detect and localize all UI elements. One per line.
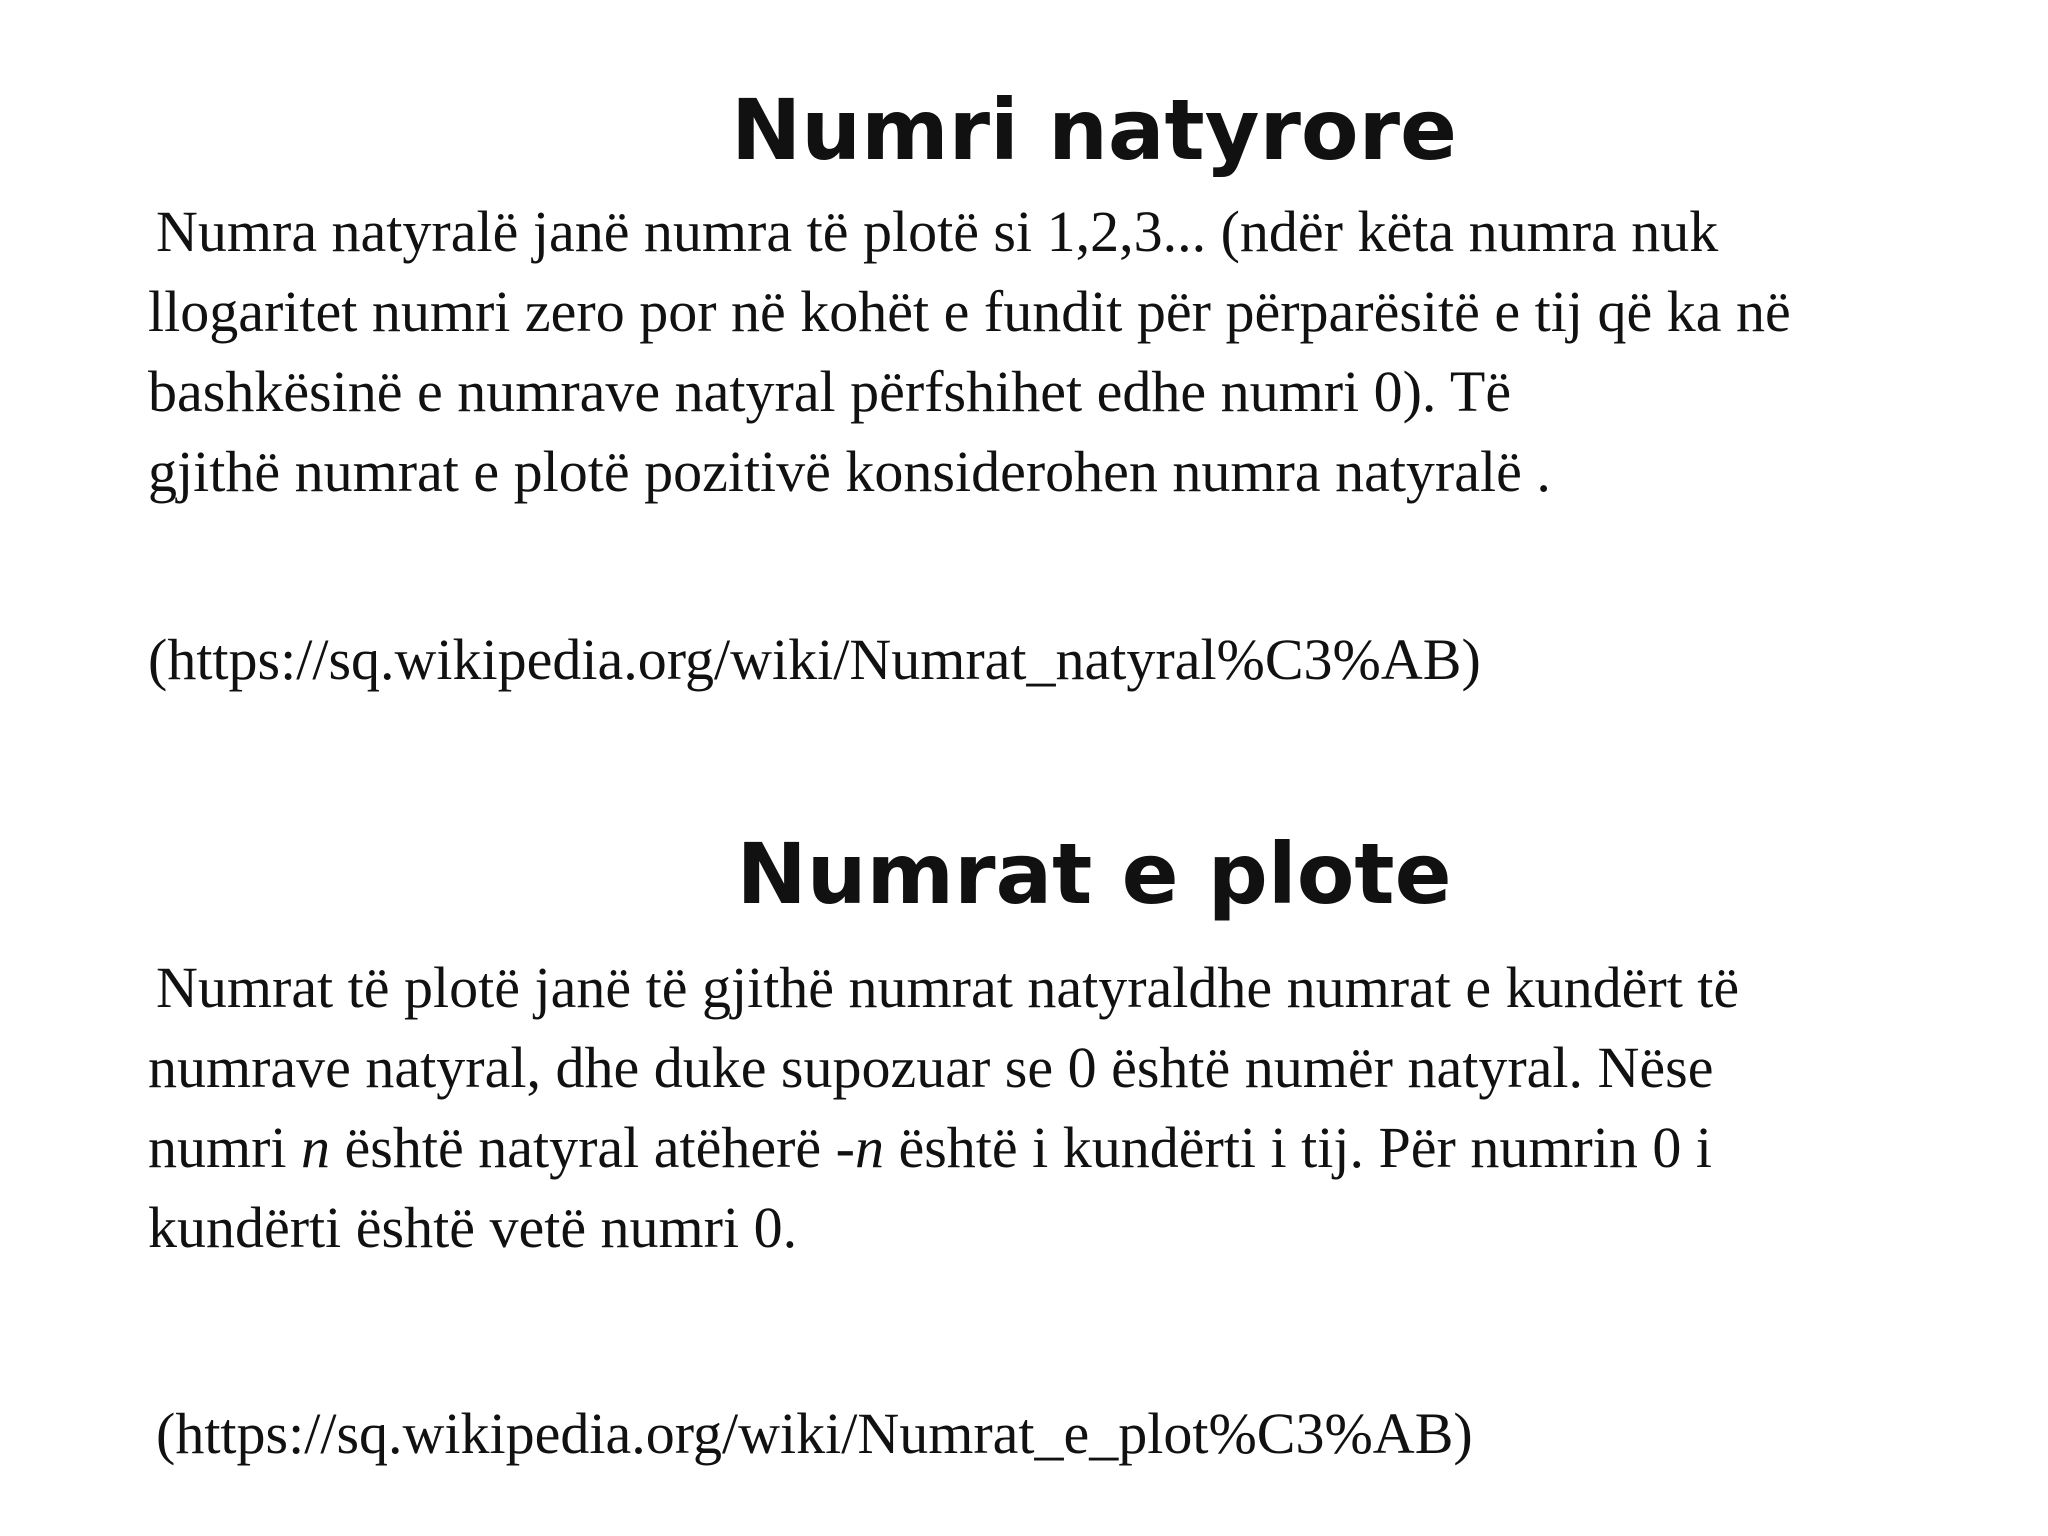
text-run: numri [148, 1115, 302, 1180]
source-link-integers[interactable]: (https://sq.wikipedia.org/wiki/Numrat_e_plot%C3%AB) [156, 1401, 1473, 1466]
paragraph-line: numrave natyral, dhe duke supozuar se 0 është numër natyral. Nëse [148, 1035, 1714, 1100]
source-link-natural-numbers[interactable]: (https://sq.wikipedia.org/wiki/Numrat_natyral%C3%AB) [148, 627, 1481, 692]
variable-n: n [854, 1115, 884, 1180]
text-run: është i kundërti i tij. Për numrin 0 i [883, 1115, 1712, 1180]
paragraph-integers [148, 948, 2048, 1268]
paragraph-line: Numra natyralë janë numra të plotë si 1,2,3... (ndër këta numra nuk [156, 199, 1719, 264]
paragraph-line: llogaritet numri zero por në kohët e fundit për përparësitë e tij që ka në [148, 279, 1791, 344]
paragraph-line [148, 1108, 2048, 1188]
variable-n: n [301, 1115, 331, 1180]
section-title-integers: Numrat e plote [736, 825, 1452, 923]
paragraph-line: kundërti është vetë numri 0. [148, 1195, 798, 1260]
paragraph-line: Numrat të plotë janë të gjithë numrat natyraldhe numrat e kundërt të [156, 955, 1740, 1020]
section-title-natural-numbers: Numri natyrore [730, 81, 1458, 179]
paragraph-line: bashkësinë e numrave natyral përfshihet edhe numri 0). Të [148, 359, 1512, 424]
paragraph-line: gjithë numrat e plotë pozitivë konsiderohen numra natyralë . [148, 439, 1551, 504]
text-run: është natyral atëherë - [330, 1115, 855, 1180]
paragraph-natural-numbers [148, 192, 2048, 512]
